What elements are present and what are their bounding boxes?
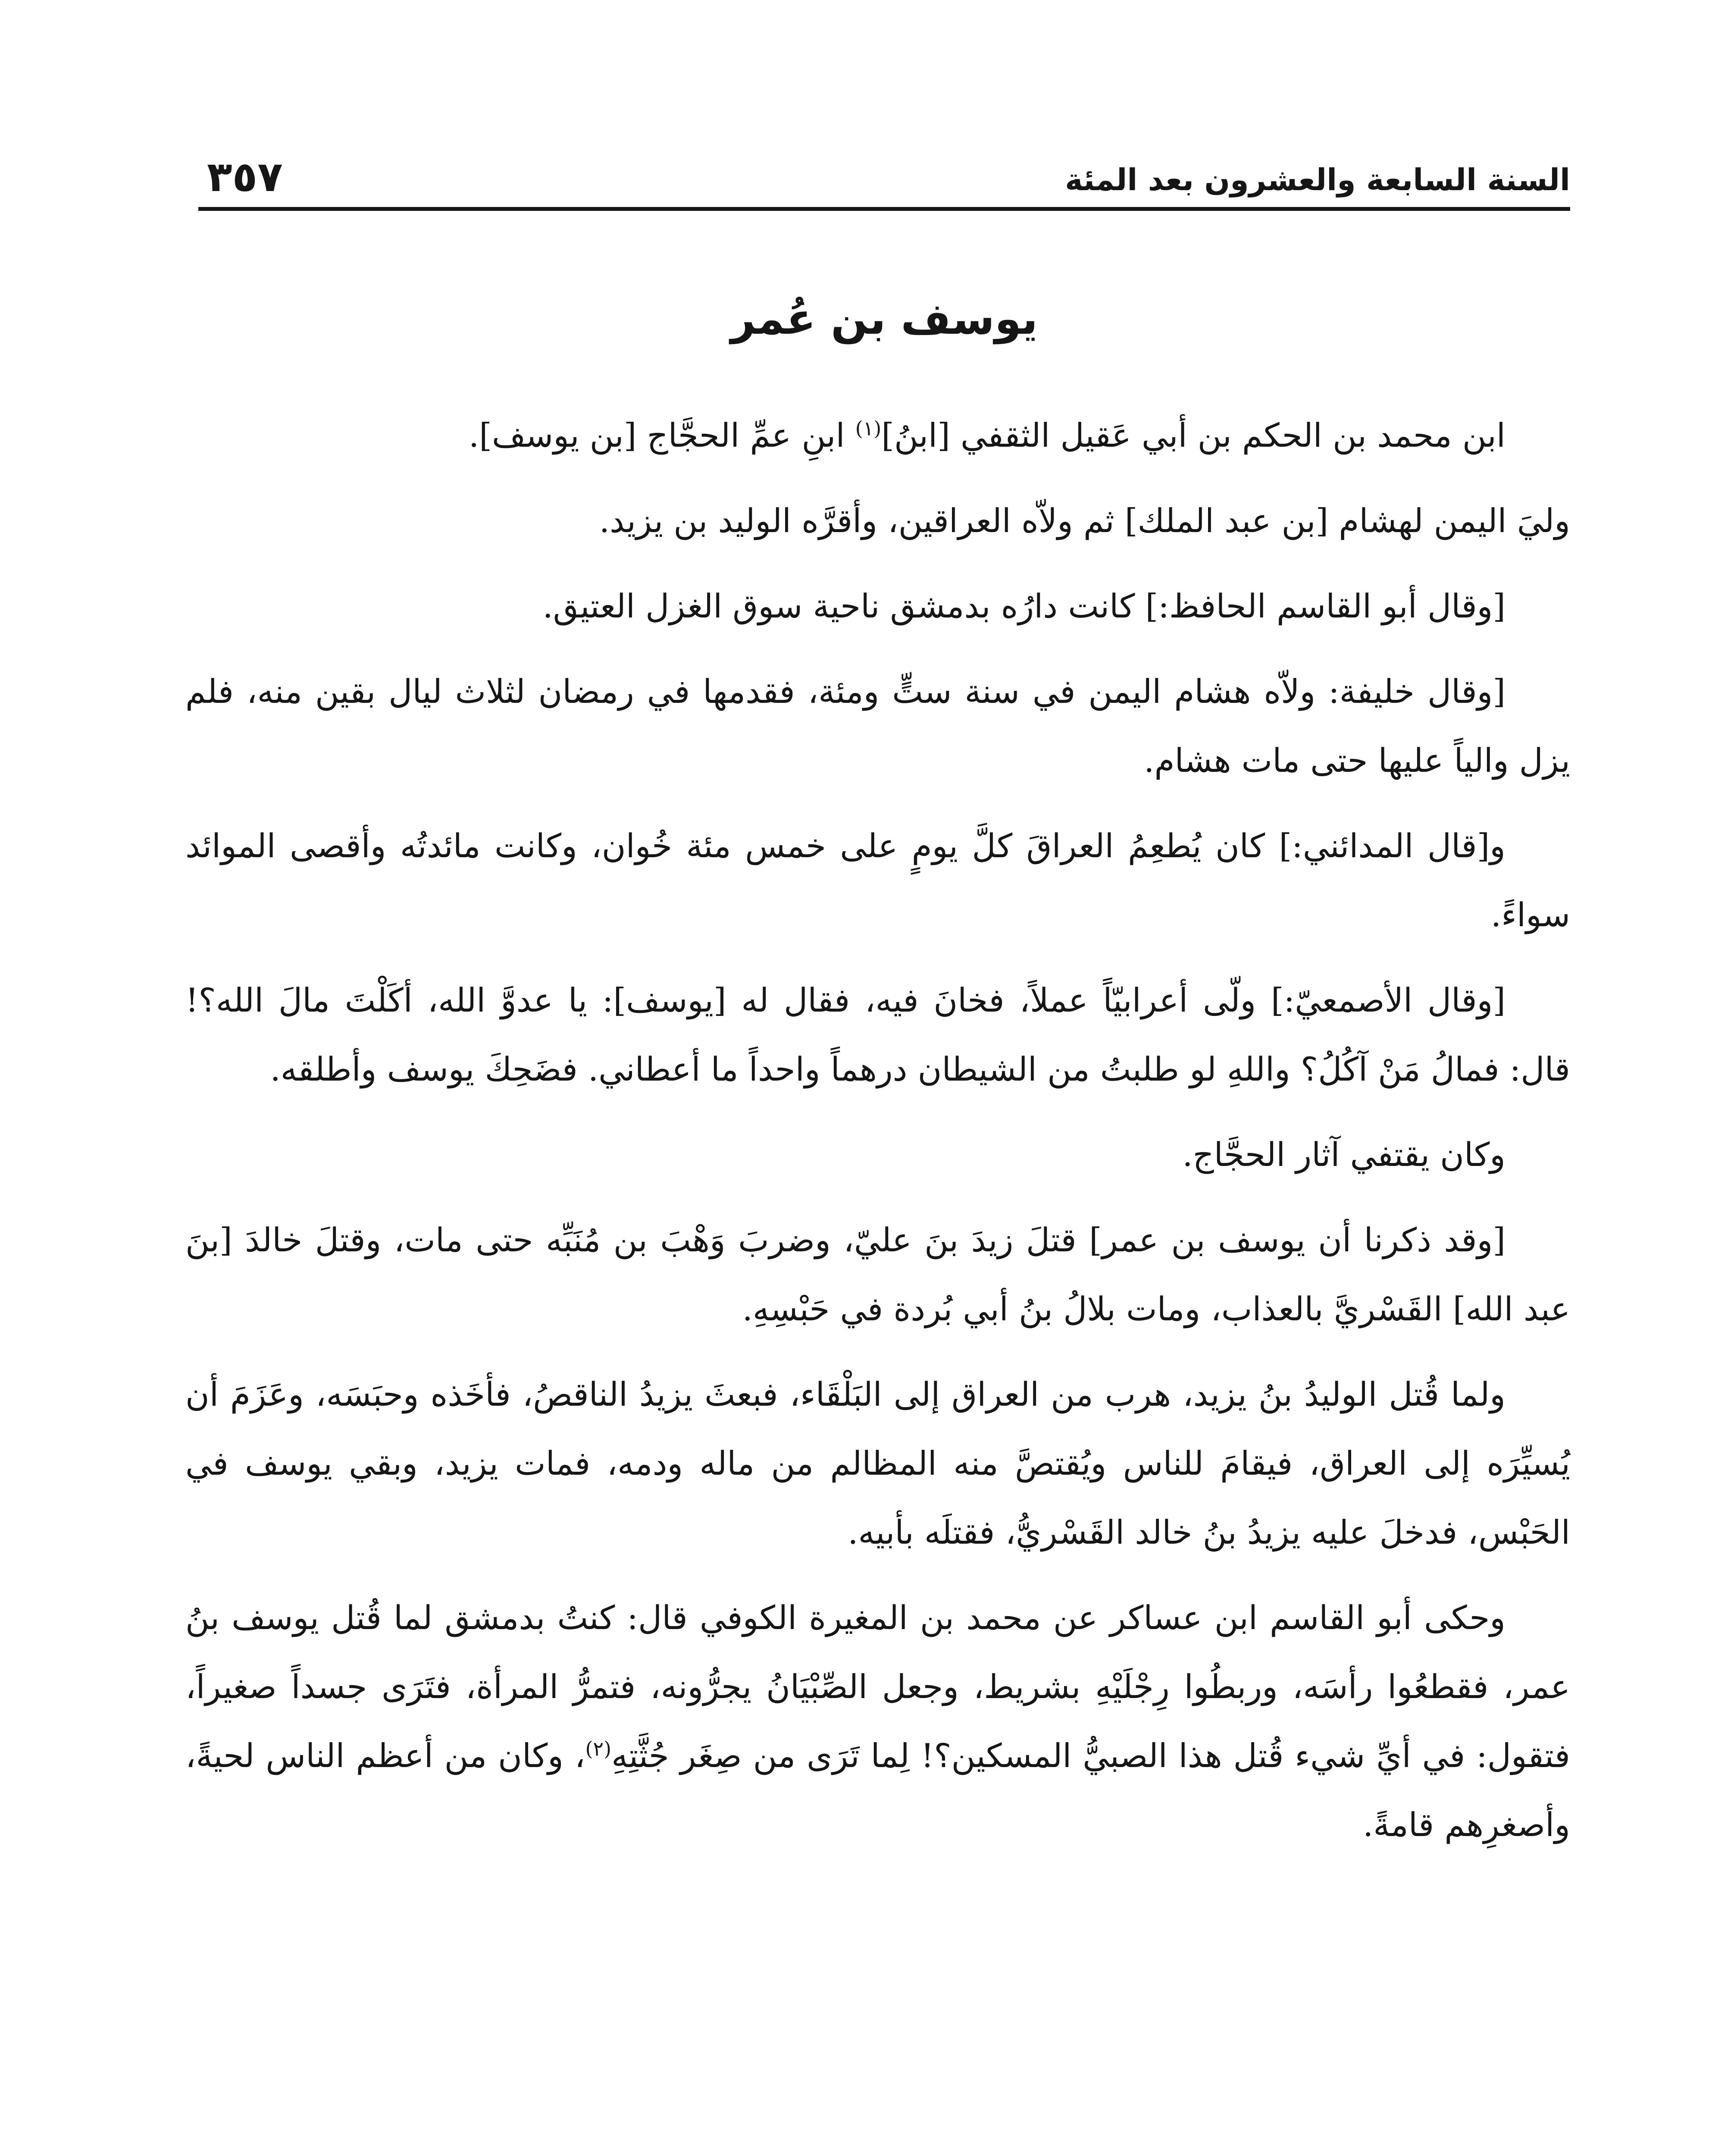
body-text [185, 401, 1570, 1859]
running-header [198, 134, 1570, 211]
paragraph: [وقد ذكرنا أن يوسف بن عمر] قتلَ زيدَ بنَ عليّ، وضربَ وَهْبَ بن مُنَبِّه حتى مات، وقتلَ خالدَ [بنَ عبد الله] القَسْريَّ بالعذاب، ومات بلالُ بنُ أبي بُردة في حَبْسِهِ. [185, 1221, 1570, 1328]
paragraph: وكان يقتفي آثار الحجَّاج. [1182, 1135, 1506, 1174]
paragraph: وليَ اليمن لهشام [بن عبد الملك] ثم ولاّه العراقين، وأقرَّه الوليد بن يزيد. [599, 501, 1570, 540]
paragraph [185, 1583, 1570, 1859]
paragraph: [وقال أبو القاسم الحافظ:] كانت دارُه بدمشق ناحية سوق الغزل العتيق. [542, 587, 1506, 625]
paragraph-text: ، وكان من أعظم الناس لحيةً، وأصغرِهم قامةً. [185, 1736, 1570, 1844]
paragraph-text: ابنِ عمِّ الحجَّاج [بن يوسف]. [469, 416, 855, 454]
footnote-ref[interactable]: (٢) [585, 1737, 612, 1761]
paragraph: ولما قُتل الوليدُ بنُ يزيد، هرب من العراق إلى البَلْقَاء، فبعثَ يزيدُ الناقصُ، فأخَذه وحبَسَه، وعَزَمَ أن يُسيِّرَه إلى العراق، فيقامَ للناس ويُقتصَّ منه المظالم من ماله ودمه، فمات يزيد، وبقي يوسف في الحَبْس، فدخلَ عليه يزيدُ بنُ خالد القَسْريُّ، فقتلَه بأبيه. [185, 1375, 1570, 1551]
footnote-ref[interactable]: (١) [855, 417, 882, 440]
entry-title: يوسف بن عُمر [730, 294, 1038, 344]
paragraph-text: ابن محمد بن الحكم بن أبي عَقيل الثقفي [ابنُ] [881, 416, 1506, 454]
paragraph: و[قال المدائني:] كان يُطعِمُ العراقَ كلَّ يومٍ على خمس مئة خُوان، وكانت مائدتُه وأقصى الموائد سواءً. [185, 827, 1570, 934]
paragraph [185, 401, 1570, 470]
paragraph: [وقال الأصمعيّ:] ولّى أعرابيّاً عملاً، فخانَ فيه، فقال له [يوسف]: يا عدوَّ الله، أكَلْتَ مالَ الله؟! قال: فمالُ مَنْ آكُلُ؟ واللهِ لو طلبتُ من الشيطان درهماً واحداً ما أعطاني. فضَحِكَ يوسف وأطلقه. [185, 981, 1570, 1088]
paragraph: [وقال خليفة: ولاّه هشام اليمن في سنة ستٍّ ومئة، فقدمها في رمضان لثلاث ليال بقين منه، فلم يزل والياً عليها حتى مات هشام. [185, 672, 1570, 780]
running-header-title: السنة السابعة والعشرون بعد المئة [1065, 162, 1570, 197]
page-number: ٣٥٧ [207, 153, 283, 201]
paragraph-text: وحكى أبو القاسم ابن عساكر عن محمد بن المغيرة الكوفي قال: كنتُ بدمشق لما قُتل يوسف بنُ عمر، فقطعُوا رأسَه، وربطُوا رِجْلَيْهِ بشريط، وجعل الصِّبْيَانُ يجرُّونه، فتمرُّ المرأة، فتَرَى جسداً صغيراً، فتقول: في أيِّ شيء قُتل هذا الصبيُّ المسكين؟! لِما تَرَى من صِغَر جُثَّتِهِ [185, 1598, 1570, 1775]
